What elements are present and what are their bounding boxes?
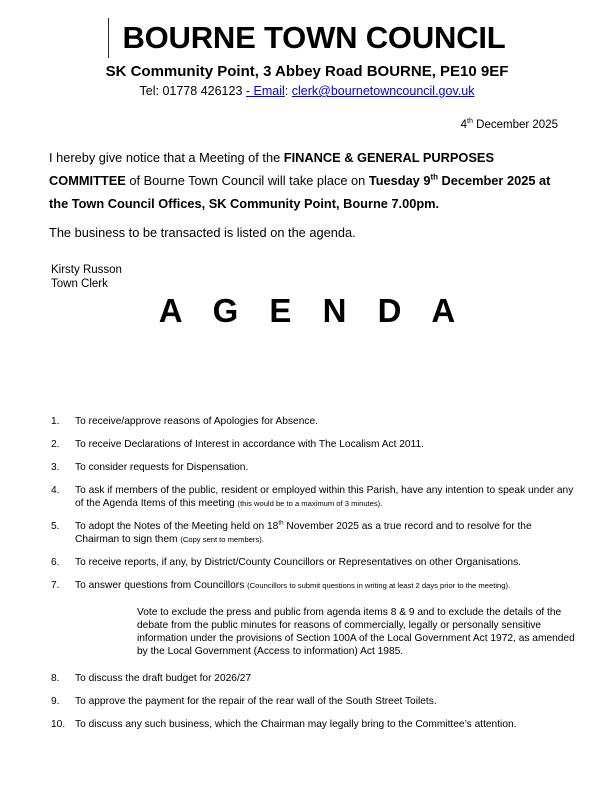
- organisation-address: SK Community Point, 3 Abbey Road BOURNE, PE10 9EF: [105, 63, 509, 80]
- agenda-item-number: 1.: [51, 416, 60, 427]
- email-label-link[interactable]: - Email: [245, 84, 285, 98]
- agenda-item-text: [75, 672, 577, 685]
- agenda-item-text: [75, 579, 577, 592]
- agenda-item-text: [75, 556, 577, 569]
- notice-committee-name: FINANCE & GENERAL PURPOSES COMMITTEE: [49, 150, 494, 188]
- agenda-item: [49, 484, 577, 511]
- agenda-item: [49, 672, 577, 685]
- agenda-item: [49, 415, 577, 428]
- email-colon: :: [284, 84, 289, 98]
- agenda-item-text: [75, 520, 577, 547]
- agenda-item-main-text: To consider requests for Dispensation.: [75, 461, 249, 473]
- notice-day-ordinal-suffix: th: [430, 172, 438, 182]
- council-logo-placeholder-icon: [108, 18, 109, 58]
- agenda-item-number: 4.: [51, 484, 60, 496]
- agenda-item-number: 10.: [51, 718, 66, 730]
- agenda-item-main-text: To receive Declarations of Interest in accordance with The Localism Act 2011.: [75, 438, 425, 450]
- clerk-role: Town Clerk: [51, 277, 108, 290]
- agenda-item: [49, 579, 577, 592]
- date-day: 4: [460, 119, 468, 131]
- telephone-number: Tel: 01778 426123: [139, 84, 243, 98]
- agenda-item-number: 8.: [51, 673, 60, 685]
- agenda-item-number: 5.: [51, 521, 60, 533]
- agenda-list: [49, 415, 577, 741]
- agenda-item-text: [75, 461, 577, 474]
- agenda-item-fineprint: (Copy sent to members).: [180, 535, 264, 545]
- notice-block: [49, 146, 573, 243]
- agenda-item-text: [75, 415, 577, 428]
- agenda-item-main-text: To ask if members of the public, resident or employed within this Parish, have any intention to speak under any of the Agenda Items of this meeting: [75, 484, 574, 510]
- agenda-item-main-text: To discuss the draft budget for 2026/27: [75, 673, 252, 685]
- agenda-item-text: [75, 695, 577, 708]
- agenda-item: [49, 520, 577, 547]
- organisation-title-row: [0, 18, 614, 58]
- exclusion-vote-paragraph: Vote to exclude the press and public from agenda items 8 & 9 and to exclude the details of the debate from the public minutes for reasons of commercially, legally or personally sensitive information under the provisions of Section 100A of the Local Government Act 1972, as amended by the Local Government (Access to information) Act 1985.: [137, 606, 575, 657]
- document-date: [461, 119, 558, 131]
- agenda-item-main-text: To discuss any such business, which the Chairman may legally bring to the Committee’s attention.: [75, 718, 517, 730]
- agenda-heading: A G E N D A: [158, 292, 467, 329]
- clerk-name: Kirsty Russon: [51, 264, 122, 276]
- agenda-item-number: 7.: [51, 580, 60, 592]
- organisation-title: BOURNE TOWN COUNCIL: [122, 19, 506, 55]
- signature-block: [51, 264, 122, 291]
- notice-paragraph: [49, 146, 573, 215]
- agenda-item-text: [75, 718, 577, 731]
- notice-meeting-venue: December 2025 at the Town Council Offices, SK Community Point, Bourne 7.00pm.: [49, 173, 551, 211]
- agenda-item-number: 2.: [51, 438, 60, 450]
- agenda-item-number: 3.: [51, 461, 60, 473]
- agenda-item-date-ordinal-suffix: th: [278, 519, 284, 527]
- agenda-item-main-text: To receive reports, if any, by District/County Councillors or Representatives on other Organisations.: [75, 557, 521, 569]
- notice-business-line: The business to be transacted is listed on the agenda.: [49, 225, 356, 240]
- agenda-item-text: [75, 484, 577, 511]
- agenda-item-main-text: To receive/approve reasons of Apologies for Absence.: [75, 416, 318, 427]
- date-month-year: December 2025: [472, 119, 558, 131]
- email-address-link[interactable]: clerk@bournetowncouncil.gov.uk: [291, 84, 475, 98]
- agenda-item: [49, 461, 577, 474]
- letterhead: [0, 0, 614, 99]
- agenda-item-number: 6.: [51, 557, 60, 569]
- agenda-item-text: [75, 438, 577, 451]
- agenda-item: [49, 438, 577, 451]
- agenda-item-fineprint: (this would be to a maximum of 3 minutes).: [237, 499, 383, 509]
- agenda-item-main-text: To approve the payment for the repair of the rear wall of the South Street Toilets.: [75, 695, 437, 707]
- agenda-item-fineprint: (Councillors to submit questions in writing at least 2 days prior to the meeting).: [247, 581, 511, 591]
- date-ordinal-suffix: th: [467, 117, 473, 126]
- agenda-item-main-text: To adopt the Notes of the Meeting held on 18: [75, 521, 279, 533]
- agenda-item: [49, 695, 577, 708]
- agenda-item-text-continued: November 2025 as a true record and to resolve for the Chairman to sign them: [75, 521, 532, 546]
- agenda-item-number: 9.: [51, 695, 60, 707]
- notice-meeting-day: Tuesday 9: [368, 173, 431, 188]
- notice-text-part1: I hereby give notice that a Meeting of the: [49, 150, 284, 165]
- agenda-item: [49, 556, 577, 569]
- agenda-item-main-text: To answer questions from Councillors: [75, 580, 248, 592]
- notice-text-part2: of Bourne Town Council will take place on: [125, 173, 369, 188]
- agenda-item: [49, 718, 577, 731]
- organisation-contact-line: [0, 84, 614, 99]
